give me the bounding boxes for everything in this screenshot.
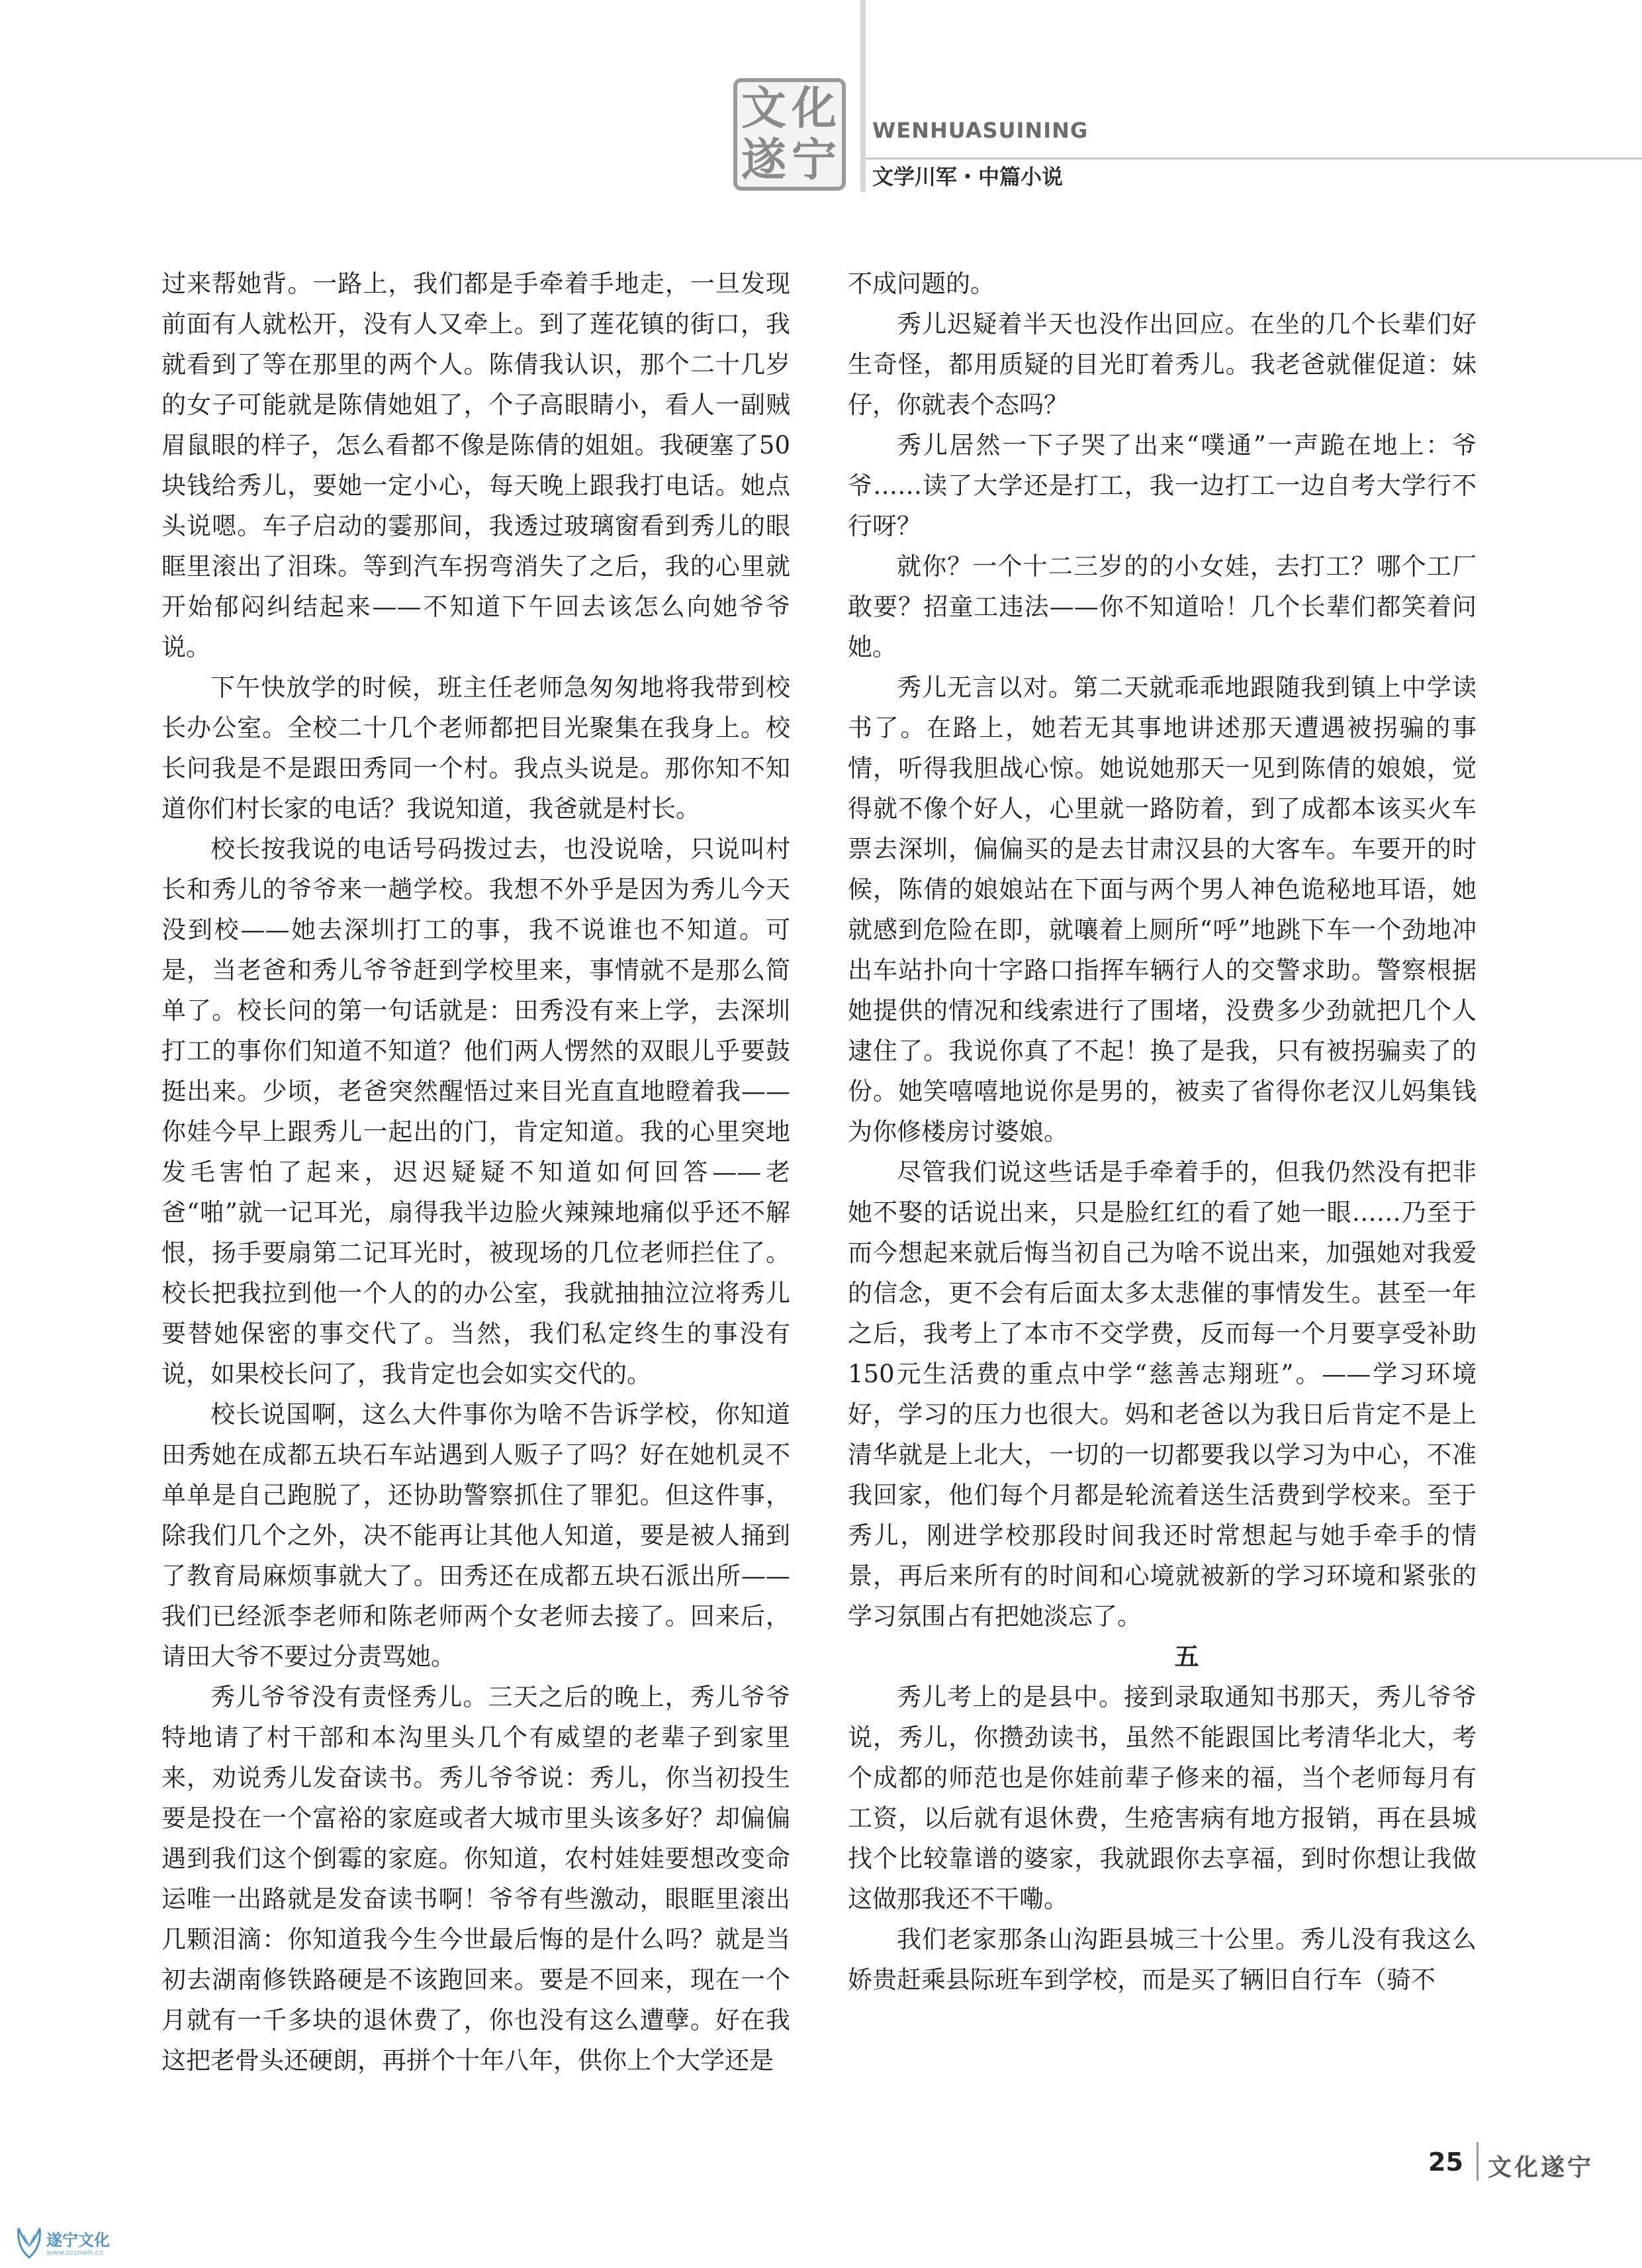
paragraph: 不成问题的。	[848, 269, 995, 298]
header-english-title: WENHUASUINING	[872, 118, 1089, 143]
paragraph: 下午快放学的时候，班主任老师急匆匆地将我带到校长办公室。全校二十几个老师都把目光聚集在我身上。校长问我是不是跟田秀同一个村。我点头说是。那你知不知道你们村长家的电话？我说知道，我爸就是村长。	[161, 673, 790, 823]
paragraph: 我们老家那条山沟距县城三十公里。秀儿没有我这么娇贵赶乘县际班车到学校，而是买了辆旧自行车（骑不	[848, 1925, 1477, 1994]
watermark-url: www.scsnwh.cn	[46, 2248, 104, 2257]
page-number: 25	[1428, 2148, 1463, 2177]
seal-char: 化	[791, 82, 837, 135]
paragraph: 秀儿居然一下子哭了出来“噗通”一声跪在地上：爷爷……读了大学还是打工，我一边打工一边自考大学行不行呀？	[848, 431, 1477, 540]
paragraph: 秀儿无言以对。第二天就乖乖地跟随我到镇上中学读书了。在路上，她若无其事地讲述那天遭遇被拐骗的事情，听得我胆战心惊。她说她那天一见到陈倩的娘娘，觉得就不像个好人，心里就一路防着，到了成都本该买火车票去深圳，偏偏买的是去甘肃汉县的大客车。车要开的时候，陈倩的娘娘站在下面与两个男人神色诡秘地耳语，她就感到危险在即，就嚷着上厕所“呼”地跳下车一个劲地冲出车站扑向十字路口指挥车辆行人的交警求助。警察根据她提供的情况和线索进行了围堵，没费多少劲就把几个人逮住了。我说你真了不起！换了是我，只有被拐骗卖了的份。她笑嘻嘻地说你是男的，被卖了省得你老汉儿妈集钱为你修楼房讨婆娘。	[848, 673, 1477, 1146]
right-text-column	[848, 263, 1477, 2000]
watermark-name: 遂宁文化	[46, 2230, 110, 2249]
magazine-seal-logo	[733, 78, 846, 191]
paragraph: 秀儿迟疑着半天也没作出回应。在坐的几个长辈们好生奇怪，都用质疑的目光盯着秀儿。我老爸就催促道：妹仔，你就表个态吗？	[848, 310, 1477, 419]
section-heading: 五	[1174, 1642, 1199, 1671]
paragraph: 过来帮她背。一路上，我们都是手牵着手地走，一旦发现前面有人就松开，没有人又牵上。到了莲花镇的街口，我就看到了等在那里的两个人。陈倩我认识，那个二十几岁的女子可能就是陈倩她姐了，个子高眼睛小，看人一副贼眉鼠眼的样子，怎么看都不像是陈倩的姐姐。我硬塞了50块钱给秀儿，要她一定小心，每天晚上跟我打电话。她点头说嗯。车子启动的霎那间，我透过玻璃窗看到秀儿的眼眶里滚出了泪珠。等到汽车拐弯消失了之后，我的心里就开始郁闷纠结起来——不知道下午回去该怎么向她爷爷说。	[161, 269, 790, 661]
header-horizontal-rule	[866, 158, 1642, 160]
seal-char: 遂	[741, 134, 786, 187]
paragraph: 尽管我们说这些话是手牵着手的，但我仍然没有把非她不娶的话说出来，只是脸红红的看了她一眼……乃至于而今想起来就后悔当初自己为啥不说出来，加强她对我爱的信念，更不会有后面太多太悲催的事情发生。甚至一年之后，我考上了本市不交学费，反而每一个月要享受补助150元生活费的重点中学“慈善志翔班”。——学习环境好，学习的压力也很大。妈和老爸以为我日后肯定不是上清华就是上北大，一切的一切都要我以学习为中心，不准我回家，他们每个月都是轮流着送生活费到学校来。至于秀儿，刚进学校那段时间我还时常想起与她手牵手的情景，再后来所有的时间和心境就被新的学习环境和紧张的学习氛围占有把她淡忘了。	[848, 1158, 1477, 1630]
seal-char: 宁	[791, 134, 837, 187]
header-vertical-rule	[860, 0, 866, 192]
site-watermark	[15, 2222, 187, 2264]
wing-logo-icon	[15, 2222, 44, 2261]
paragraph: 秀儿考上的是县中。接到录取通知书那天，秀儿爷爷说，秀儿，你攒劲读书，虽然不能跟国比考清华北大，考个成都的师范也是你娃前辈子修来的福，当个老师每月有工资，以后就有退休费，生疮害病有地方报销，再在县城找个比较靠谱的婆家，我就跟你去享福，到时你想让我做这做那我还不干嘞。	[848, 1683, 1477, 1913]
paragraph: 校长按我说的电话号码拨过去，也没说啥，只说叫村长和秀儿的爷爷来一趟学校。我想不外乎是因为秀儿今天没到校——她去深圳打工的事，我不说谁也不知道。可是，当老爸和秀儿爷爷赶到学校里来，事情就不是那么简单了。校长问的第一句话就是：田秀没有来上学，去深圳打工的事你们知道不知道？他们两人愣然的双眼儿乎要鼓挺出来。少顷，老爸突然醒悟过来目光直直地瞪着我——你娃今早上跟秀儿一起出的门，肯定知道。我的心里突地发毛害怕了起来，迟迟疑疑不知道如何回答——老爸“啪”就一记耳光，扇得我半边脸火辣辣地痛似乎还不解恨，扬手要扇第二记耳光时，被现场的几位老师拦住了。校长把我拉到他一个人的的办公室，我就抽抽泣泣将秀儿要替她保密的事交代了。当然，我们私定终生的事没有说，如果校长问了，我肯定也会如实交代的。	[161, 835, 790, 1388]
paragraph: 秀儿爷爷没有责怪秀儿。三天之后的晚上，秀儿爷爷特地请了村干部和本沟里头几个有威望的老辈子到家里来，劝说秀儿发奋读书。秀儿爷爷说：秀儿，你当初投生要是投在一个富裕的家庭或者大城市里头该多好？却偏偏遇到我们这个倒霉的家庭。你知道，农村娃娃要想改变命运唯一出路就是发奋读书啊！爷爷有些激动，眼眶里滚出几颗泪滴：你知道我今生今世最后悔的是什么吗？就是当初去湖南修铁路硬是不该跑回来。要是不回来，现在一个月就有一千多块的退休费了，你也没有这么遭孽。好在我这把老骨头还硬朗，再拼个十年八年，供你上个大学还是	[161, 1683, 790, 2075]
header-section-label: 文学川军・中篇小说	[872, 164, 1064, 189]
seal-char: 文	[741, 82, 786, 135]
left-text-column	[161, 263, 790, 2081]
paragraph: 就你？一个十二三岁的的小女娃，去打工？哪个工厂敢要？招童工违法——你不知道哈！几个长辈们都笑着问她。	[848, 552, 1477, 661]
footer-separator	[1477, 2142, 1479, 2181]
paragraph: 校长说国啊，这么大件事你为啥不告诉学校，你知道田秀她在成都五块石车站遇到人贩子了吗？好在她机灵不单单是自己跑脱了，还协助警察抓住了罪犯。但这件事，除我们几个之外，决不能再让其他人知道，要是被人捅到了教育局麻烦事就大了。田秀还在成都五块石派出所——我们已经派李老师和陈老师两个女老师去接了。回来后，请田大爷不要过分责骂她。	[161, 1400, 790, 1671]
footer-magazine-name: 文化遂宁	[1488, 2153, 1594, 2181]
